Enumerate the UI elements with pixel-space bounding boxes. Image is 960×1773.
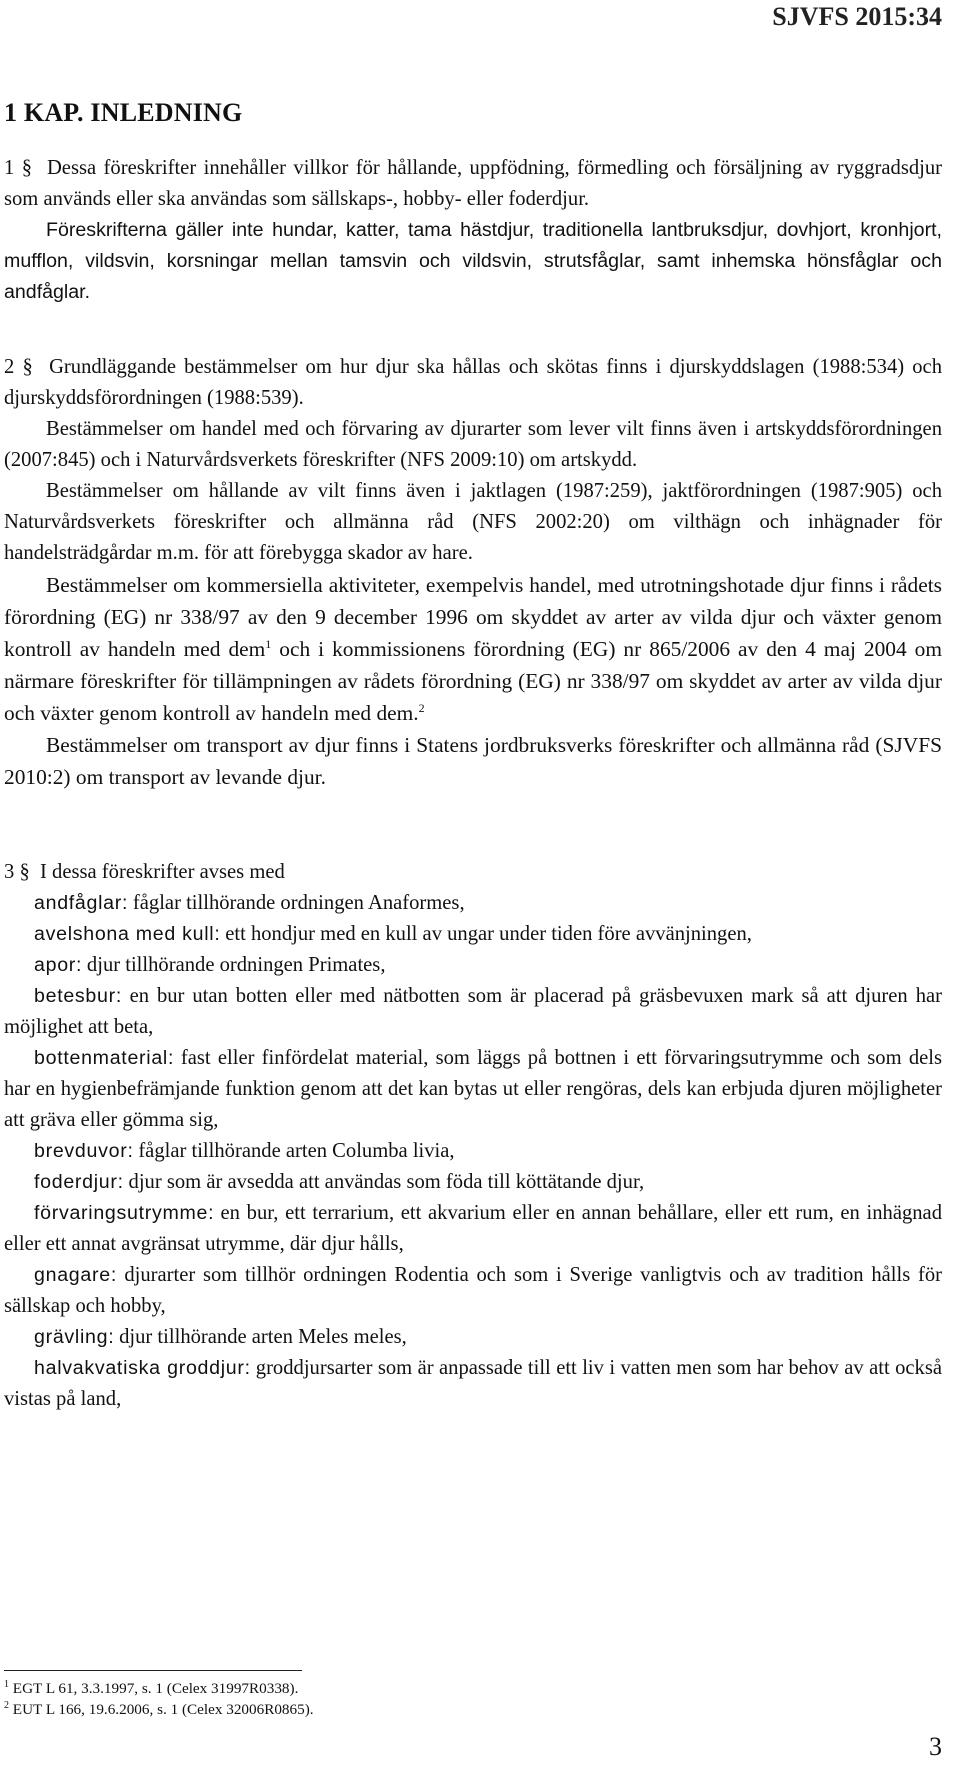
- section-number: 3: [4, 861, 15, 883]
- definition-list: [4, 888, 942, 1415]
- definition-separator: :: [208, 1202, 221, 1224]
- footnote-text: EGT L 61, 3.3.1997, s. 1 (Celex 31997R0338).: [9, 1680, 299, 1697]
- footnote-2: [4, 1699, 314, 1720]
- paragraph-text: Bestämmelser om kommersiella aktiviteter, exempelvis handel, med utrotningshotade djur finns i rådets förordning (EG) nr 338/97 av den 9 december 1996 om skyddet av arter av vilda djur och växter genom kontroll av handeln med dem: [4, 573, 942, 661]
- section-1-paragraph-2: Föreskrifterna gäller inte hundar, katter, tama hästdjur, traditionella lantbruksdjur, dovhjort, kronhjort, mufflon, vildsvin, korsningar mellan tamsvin och vildsvin, strutsfåglar, samt inhemska hönsfåglar och andfåglar.: [4, 219, 942, 303]
- chapter-title: 1 KAP. INLEDNING: [4, 98, 243, 127]
- definition-term: andfåglar: [34, 892, 123, 914]
- document-page: [4, 0, 942, 1773]
- section-text: I dessa föreskrifter avses med: [40, 861, 285, 883]
- definition-separator: :: [244, 1357, 256, 1379]
- definition-text: en bur utan botten eller med nätbotten som är placerad på gräsbevuxen mark så att djuren har möjlighet att beta,: [4, 985, 942, 1038]
- footnote-1: [4, 1678, 314, 1699]
- definition-text: djurarter som tillhör ordningen Rodentia och som i Sverige vanligtvis och av tradition hålls för sällskap och hobby,: [4, 1264, 943, 1317]
- definition-separator: :: [167, 1047, 181, 1069]
- definition-separator: :: [117, 1171, 129, 1193]
- definition-term: förvaringsutrymme: [34, 1202, 209, 1224]
- definition-separator: :: [122, 892, 133, 914]
- definition-separator: :: [214, 923, 226, 945]
- definition-text: fåglar tillhörande arten Columba livia,: [138, 1140, 455, 1162]
- definition-item: [4, 888, 942, 919]
- definition-item: [4, 1043, 942, 1136]
- definition-item: [4, 1353, 942, 1415]
- definition-separator: :: [76, 954, 87, 976]
- section-1-paragraph: [4, 153, 942, 215]
- footnote-text: EUT L 166, 19.6.2006, s. 1 (Celex 32006R0865).: [9, 1701, 314, 1718]
- paragraph-sign: §: [22, 356, 33, 378]
- footnotes: [4, 1678, 314, 1720]
- footnote-ref-1[interactable]: 1: [265, 637, 272, 651]
- section-2-paragraph-5: Bestämmelser om transport av djur finns i Statens jordbruksverks föreskrifter och allmänna råd (SJVFS 2010:2) om transport av levande djur.: [4, 733, 942, 789]
- definition-separator: :: [127, 1140, 139, 1162]
- definition-item: [4, 1136, 942, 1167]
- definition-term: apor: [34, 954, 77, 976]
- definition-item: [4, 919, 942, 950]
- definition-term: bottenmaterial: [34, 1047, 168, 1069]
- section-2: [4, 352, 942, 793]
- definition-item: [4, 1167, 942, 1198]
- definition-term: gnagare: [34, 1264, 111, 1286]
- section-2-paragraph-2: Bestämmelser om handel med och förvaring av djurarter som lever vilt finns även i artskyddsförordningen (2007:845) och i Naturvårdsverkets föreskrifter (NFS 2009:10) om artskydd.: [4, 418, 942, 471]
- definition-separator: :: [115, 985, 130, 1007]
- definition-term: halvakvatiska groddjur: [34, 1357, 245, 1379]
- section-text: Grundläggande bestämmelser om hur djur ska hållas och skötas finns i djurskyddslagen (1988:534) och djurskyddsförordningen (1988:539).: [4, 356, 942, 409]
- section-3-intro: [4, 857, 942, 888]
- definition-term: betesbur: [34, 985, 116, 1007]
- definition-item: [4, 981, 942, 1043]
- definition-item: [4, 1322, 942, 1353]
- definition-text: djur tillhörande ordningen Primates,: [86, 954, 386, 976]
- footnote-divider: [4, 1670, 302, 1671]
- definition-text: en bur, ett terrarium, ett akvarium eller en annan behållare, eller ett rum, en inhägnad eller ett annat avgränsat utrymme, där djur hålls,: [4, 1202, 942, 1255]
- definition-item: [4, 1260, 942, 1322]
- document-reference: SJVFS 2015:34: [772, 2, 942, 31]
- definition-separator: :: [110, 1264, 125, 1286]
- paragraph-text: och i kommissionens förordning (EG) nr 865/2006 av den 4 maj 2004 om närmare föreskrifter för tillämpningen av rådets förordning (EG) nr 338/97 om skyddet av arter av vilda djur och växter genom kontroll av handeln med dem.: [4, 637, 942, 725]
- definition-term: avelshona med kull: [34, 923, 215, 945]
- definition-text: fast eller finfördelat material, som läggs på bottnen i ett förvaringsutrymme och som dels har en hygienbefrämjande funktion genom att det kan bytas ut eller rengöras, dels kan erbjuda djuren möjligheter att gräva eller gömma sig,: [4, 1047, 942, 1131]
- definition-text: fåglar tillhörande ordningen Anaformes,: [132, 892, 465, 914]
- paragraph-sign: §: [21, 157, 33, 179]
- definition-text: ett hondjur med en kull av ungar under tiden före avvänjningen,: [225, 923, 752, 945]
- section-3: [4, 857, 942, 1415]
- footnote-ref-2[interactable]: 2: [418, 701, 425, 715]
- definition-separator: :: [108, 1326, 120, 1348]
- section-2-paragraph-4: [4, 569, 942, 729]
- definition-term: foderdjur: [34, 1171, 118, 1193]
- section-1: [4, 153, 942, 308]
- definition-item: [4, 1198, 942, 1260]
- section-text: Dessa föreskrifter innehåller villkor för hållande, uppfödning, förmedling och försäljning av ryggradsdjur som används eller ska användas som sällskaps-, hobby- eller foderdjur.: [4, 157, 943, 210]
- definition-item: [4, 950, 942, 981]
- footnote-number: 2: [4, 1700, 9, 1711]
- footnote-number: 1: [4, 1679, 9, 1690]
- section-number: 2: [4, 356, 15, 378]
- paragraph-sign: §: [19, 861, 30, 883]
- section-2-paragraph-3: Bestämmelser om hållande av vilt finns även i jaktlagen (1987:259), jaktförordningen (1987:905) och Naturvårdsverkets föreskrifter och allmänna råd (NFS 2002:20) om vilthägn och inhägnader för handelsträdgårdar m.m. för att förebygga skador av hare.: [4, 480, 942, 564]
- definition-text: djur som är avsedda att användas som föda till köttätande djur,: [128, 1171, 645, 1193]
- definition-term: brevduvor: [34, 1140, 128, 1162]
- section-2-paragraph: [4, 352, 942, 414]
- definition-text: groddjursarter som är anpassade till ett liv i vatten men som har behov av att också vistas på land,: [4, 1357, 942, 1410]
- section-number: 1: [4, 157, 15, 179]
- definition-text: djur tillhörande arten Meles meles,: [119, 1326, 407, 1348]
- definition-term: grävling: [34, 1326, 109, 1348]
- page-number: 3: [929, 1732, 942, 1761]
